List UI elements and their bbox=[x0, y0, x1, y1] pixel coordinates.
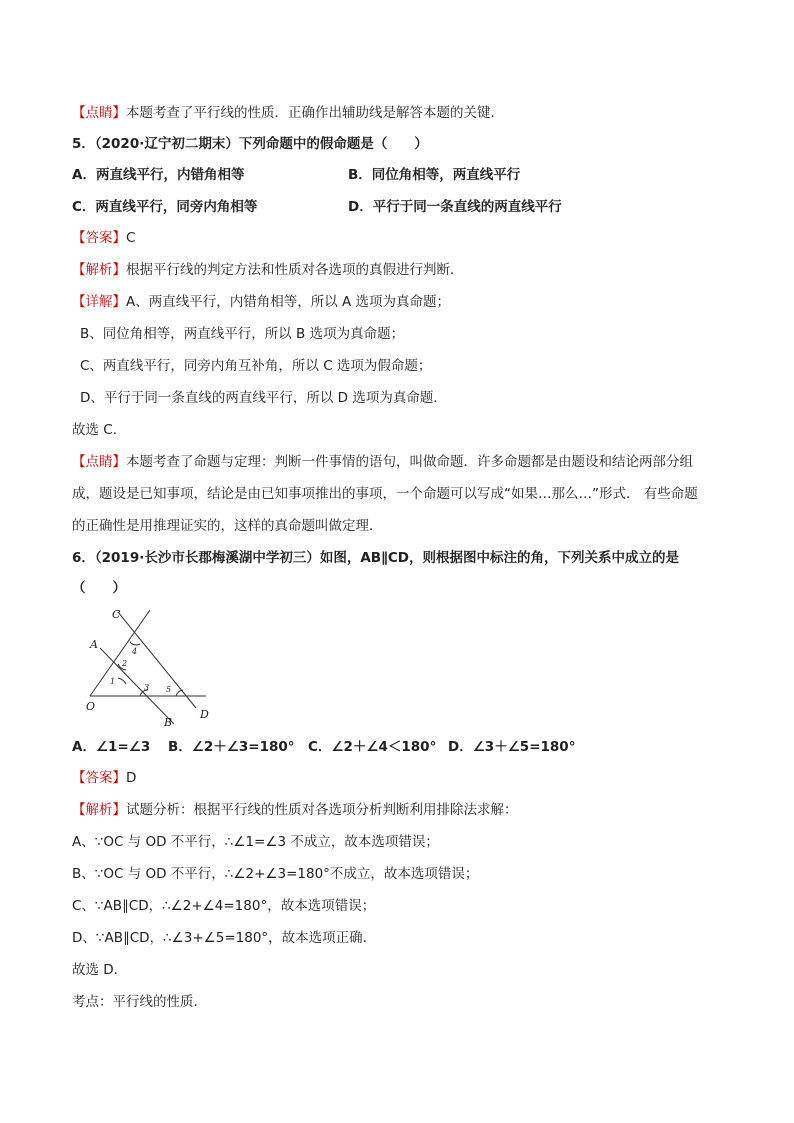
answer-tag: 【答案】 bbox=[72, 230, 126, 246]
q5-note-2: 成，题设是已知事项，结论是由已知事项推出的事项，一个命题可以写成“如果…那么…”形式． 有些命题 bbox=[72, 486, 698, 502]
label-d: D bbox=[200, 708, 209, 721]
angle-label-5: 5 bbox=[166, 685, 172, 694]
q6-analysis-d: D、∵AB∥CD，∴∠3+∠5=180°，故本选项正确． bbox=[72, 930, 377, 946]
parallel-lines-figure bbox=[82, 604, 214, 728]
angle-label-3: 3 bbox=[144, 683, 150, 692]
q5-detail-b: B、同位角相等，两直线平行，所以 B 选项为真命题； bbox=[80, 326, 405, 342]
angle-arc-4 bbox=[130, 642, 140, 645]
q6-title: 6．（2019·长沙市长郡梅溪湖中学初三）如图，AB∥CD，则根据图中标注的角，下列关系中成立的是 bbox=[72, 550, 679, 566]
q6-paren: （ ） bbox=[72, 580, 126, 596]
analysis-tag: 【解析】 bbox=[72, 262, 126, 278]
detail-tag: 【详解】 bbox=[72, 294, 126, 310]
q6-analysis bbox=[72, 800, 518, 820]
q6-analysis-b: B、∵OC 与 OD 不平行，∴∠2+∠3=180°不成立，故本选项错误； bbox=[72, 866, 479, 882]
angle-label-2: 2 bbox=[122, 659, 128, 668]
q5-option-a: A．两直线平行，内错角相等 bbox=[72, 167, 245, 183]
q4-note-line bbox=[72, 103, 504, 123]
q5-note bbox=[72, 452, 693, 472]
label-b: B bbox=[164, 716, 173, 728]
q6-knowledge-point: 考点：平行线的性质． bbox=[72, 994, 207, 1010]
q5-note-3: 的正确性是用推理证实的，这样的真命题叫做定理． bbox=[72, 518, 383, 534]
note-tag: 【点睛】 bbox=[72, 105, 126, 121]
q5-option-b: B．同位角相等，两直线平行 bbox=[348, 167, 521, 183]
q5-detail-c: C、两直线平行，同旁内角互补角，所以 C 选项为假命题； bbox=[80, 358, 432, 374]
q6-option-c: C．∠2＋∠4＜180° bbox=[308, 739, 437, 755]
q5-answer bbox=[72, 228, 135, 248]
label-o: O bbox=[86, 700, 96, 713]
q6-selection: 故选 D． bbox=[72, 962, 128, 978]
q6-analysis-c: C、∵AB∥CD，∴∠2+∠4=180°，故本选项错误； bbox=[72, 898, 376, 914]
q6-answer bbox=[72, 768, 136, 788]
answer-value: D bbox=[126, 770, 137, 786]
analysis-text: 试题分析：根据平行线的性质对各选项分析判断利用排除法求解： bbox=[126, 802, 518, 818]
q6-option-a: A．∠1=∠3 bbox=[72, 739, 151, 755]
q5-title: 5．（2020·辽宁初二期末）下列命题中的假命题是（ ） bbox=[72, 136, 428, 152]
angle-label-1: 1 bbox=[110, 677, 116, 686]
answer-value: C bbox=[126, 230, 136, 246]
detail-text: A、两直线平行，内错角相等，所以 A 选项为真命题； bbox=[126, 294, 451, 310]
q5-option-c: C．两直线平行，同旁内角相等 bbox=[72, 199, 258, 215]
analysis-text: 根据平行线的判定方法和性质对各选项的真假进行判断． bbox=[126, 262, 464, 278]
q5-detail-d: D、平行于同一条直线的两直线平行，所以 D 选项为真命题． bbox=[80, 390, 447, 406]
label-a: A bbox=[90, 638, 98, 651]
q6-option-b: B．∠2＋∠3=180° bbox=[168, 739, 295, 755]
angle-arc-1 bbox=[118, 678, 126, 684]
label-c: C bbox=[112, 608, 121, 621]
note-tag: 【点睛】 bbox=[72, 454, 126, 470]
q5-selection: 故选 C． bbox=[72, 422, 127, 438]
q6-analysis-a: A、∵OC 与 OD 不平行，∴∠1=∠3 不成立，故本选项错误； bbox=[72, 834, 439, 850]
line-oc bbox=[90, 610, 150, 696]
line-ab bbox=[100, 648, 174, 724]
line-cd bbox=[118, 612, 196, 708]
q5-analysis bbox=[72, 260, 464, 280]
note-text: 本题考查了平行线的性质．正确作出辅助线是解答本题的关键． bbox=[126, 105, 504, 121]
q5-detail bbox=[72, 292, 450, 312]
angle-label-4: 4 bbox=[132, 647, 138, 656]
answer-tag: 【答案】 bbox=[72, 770, 126, 786]
q6-option-d: D．∠3＋∠5=180° bbox=[448, 739, 576, 755]
note-text-1: 本题考查了命题与定理：判断一件事情的语句，叫做命题．许多命题都是由题设和结论两部分组 bbox=[126, 454, 693, 470]
analysis-tag: 【解析】 bbox=[72, 802, 126, 818]
q5-option-d: D．平行于同一条直线的两直线平行 bbox=[348, 199, 562, 215]
